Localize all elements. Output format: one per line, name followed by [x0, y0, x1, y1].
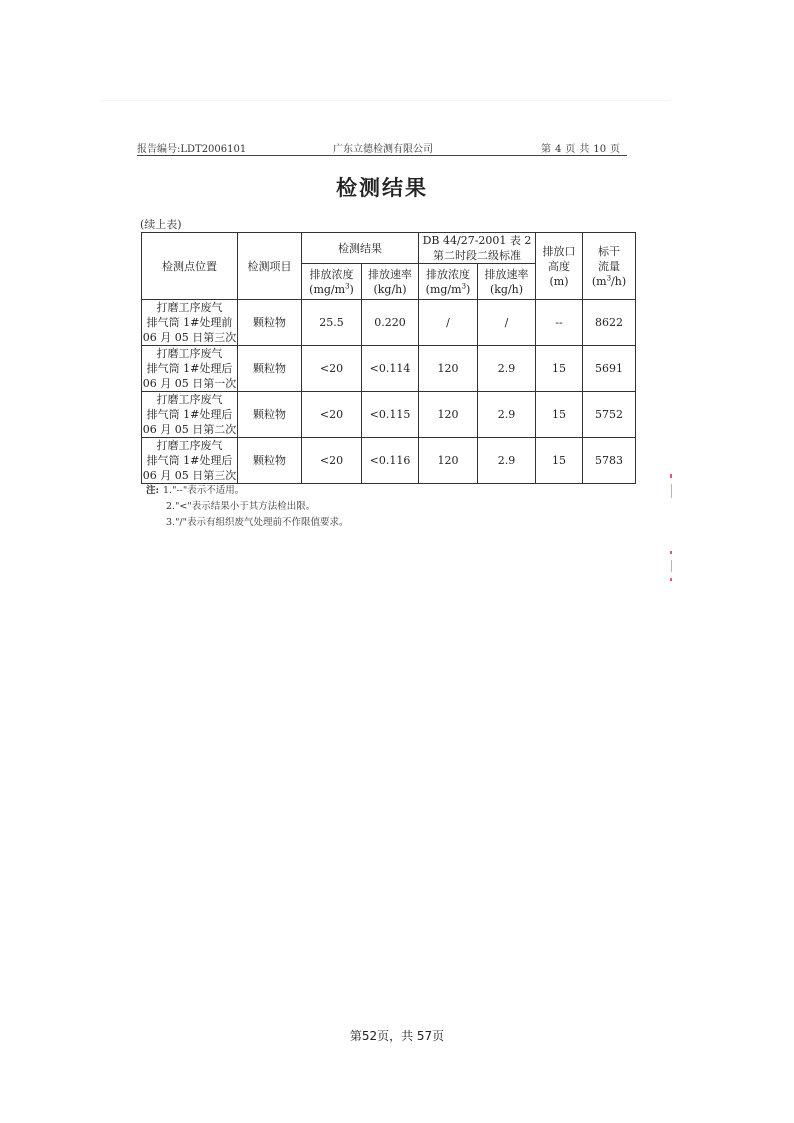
note-item: 3."/"表示有组织废气处理前不作限值要求。: [166, 517, 349, 528]
subheader-concentration: 排放浓度 $(mg/m^3)$: [302, 264, 362, 300]
seal-stamp-mark: [670, 578, 672, 581]
cell-std-rate: 2.9: [478, 392, 536, 438]
report-page-indicator: 第 4 页 共 10 页: [541, 144, 621, 155]
cell-item: 颗粒物: [238, 392, 302, 438]
seal-stamp-mark: [670, 474, 672, 478]
cell-location: 打磨工序废气 排气筒 1#处理后 06 月 05 日第三次: [142, 439, 237, 482]
header-standard-group: DB 44/27-2001 表 2 第二时段二级标准: [419, 233, 536, 264]
cell-concentration: 25.5: [302, 300, 362, 346]
results-table: [141, 232, 636, 484]
cell-location: 打磨工序废气 排气筒 1#处理前 06 月 05 日第三次: [142, 301, 237, 344]
cell-std-concentration: 120: [419, 346, 478, 392]
cell-height: 15: [536, 392, 583, 438]
continued-label: (续上表): [140, 218, 182, 231]
cell-concentration: <20: [302, 346, 362, 392]
cell-rate: 0.220: [362, 300, 419, 346]
cell-concentration: <20: [302, 438, 362, 484]
cell-rate: <0.114: [362, 346, 419, 392]
cell-std-concentration: 120: [419, 438, 478, 484]
cell-std-rate: /: [478, 300, 536, 346]
cell-location: 打磨工序废气 排气筒 1#处理后 06 月 05 日第一次: [142, 347, 237, 390]
header-flow: 标干 流量 $(m^3/h)$: [583, 233, 636, 300]
cell-std-concentration: /: [419, 300, 478, 346]
notes-label: 注:: [146, 485, 160, 496]
seal-stamp-mark: [671, 484, 672, 498]
header-results-group: 检测结果: [302, 233, 419, 264]
cell-height: --: [536, 300, 583, 346]
notes: [146, 483, 349, 531]
header-item: 检测项目: [238, 233, 302, 300]
scan-edge-line: [100, 100, 670, 101]
table-row: [142, 392, 636, 438]
cell-location: 打磨工序废气 排气筒 1#处理后 06 月 05 日第二次: [142, 393, 237, 436]
page-title: 检测结果: [336, 176, 428, 200]
subheader-std-concentration: 排放浓度 $(mg/m^3)$: [419, 264, 478, 300]
subheader-rate: 排放速率 (kg/h): [362, 264, 419, 300]
header-outlet-height: 排放口 高度 (m): [536, 233, 583, 300]
subheader-std-rate: 排放速率 (kg/h): [478, 264, 536, 300]
cell-item: 颗粒物: [238, 300, 302, 346]
cell-flow: 8622: [583, 300, 636, 346]
cell-flow: 5752: [583, 392, 636, 438]
note-item: 2."<"表示结果小于其方法检出限。: [166, 501, 316, 512]
cell-height: 15: [536, 438, 583, 484]
cell-flow: 5691: [583, 346, 636, 392]
header-location: 检测点位置: [142, 233, 238, 300]
seal-stamp-mark: [671, 560, 672, 572]
cell-item: 颗粒物: [238, 346, 302, 392]
table-row: [142, 438, 636, 484]
table-header-row: [142, 233, 636, 264]
page-footer: 第52页，共 57页: [349, 1029, 445, 1043]
seal-stamp-mark: [670, 551, 672, 554]
company-name: 广东立德检测有限公司: [333, 144, 433, 155]
report-number: 报告编号:LDT2006101: [137, 144, 247, 155]
cell-rate: <0.115: [362, 392, 419, 438]
cell-item: 颗粒物: [238, 438, 302, 484]
cell-std-rate: 2.9: [478, 438, 536, 484]
note-item: 注: 1."--"表示不适用。: [146, 485, 245, 496]
cell-std-concentration: 120: [419, 392, 478, 438]
table-row: [142, 346, 636, 392]
table-row: [142, 300, 636, 346]
cell-std-rate: 2.9: [478, 346, 536, 392]
cell-concentration: <20: [302, 392, 362, 438]
cell-rate: <0.116: [362, 438, 419, 484]
cell-height: 15: [536, 346, 583, 392]
cell-flow: 5783: [583, 438, 636, 484]
header-divider: [137, 155, 627, 156]
